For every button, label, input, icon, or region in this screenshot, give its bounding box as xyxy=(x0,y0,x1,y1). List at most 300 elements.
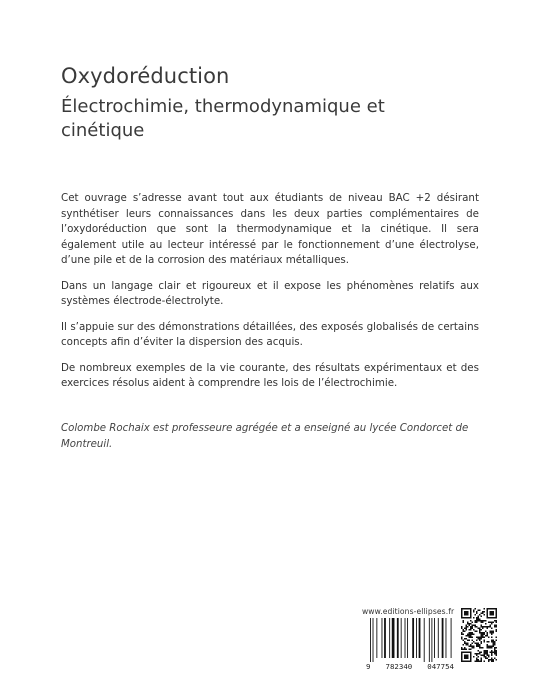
qr-module xyxy=(482,634,484,636)
qr-module xyxy=(494,625,496,627)
qr-module xyxy=(481,634,483,636)
qr-module xyxy=(491,655,493,657)
barcode-bar xyxy=(451,618,452,658)
qr-module xyxy=(487,628,489,630)
qr-module xyxy=(473,634,475,636)
qr-module xyxy=(481,658,483,660)
qr-module xyxy=(482,611,484,613)
qr-module xyxy=(476,611,478,613)
qr-module xyxy=(476,646,478,648)
qr-module xyxy=(478,659,480,661)
qr-module xyxy=(491,632,493,634)
qr-module xyxy=(491,653,493,655)
qr-module xyxy=(490,631,492,633)
qr-module xyxy=(479,620,481,622)
qr-module xyxy=(481,655,483,657)
qr-module xyxy=(466,643,468,645)
qr-module xyxy=(472,634,474,636)
qr-module xyxy=(494,658,496,660)
qr-module xyxy=(484,608,486,610)
qr-module xyxy=(496,626,498,628)
qr-module xyxy=(493,661,495,663)
qr-module xyxy=(487,655,489,657)
qr-module xyxy=(472,643,474,645)
qr-module xyxy=(469,623,471,625)
qr-module xyxy=(488,656,490,658)
qr-module xyxy=(478,619,480,621)
qr-module xyxy=(478,661,480,663)
qr-module xyxy=(493,646,495,648)
qr-module xyxy=(484,650,486,652)
qr-module xyxy=(493,622,495,624)
qr-module xyxy=(494,650,496,652)
barcode-bar xyxy=(389,618,390,658)
qr-module xyxy=(469,640,471,642)
qr-module xyxy=(469,629,471,631)
qr-module xyxy=(496,652,498,654)
qr-module xyxy=(479,610,481,612)
qr-module xyxy=(496,637,498,639)
qr-module xyxy=(472,622,474,624)
barcode-bar xyxy=(407,618,408,658)
qr-module xyxy=(479,628,481,630)
qr-module xyxy=(487,652,489,654)
qr-module xyxy=(484,634,486,636)
qr-module xyxy=(484,614,486,616)
qr-module xyxy=(496,655,498,657)
qr-module xyxy=(487,650,489,652)
qr-module xyxy=(473,611,475,613)
qr-module xyxy=(461,638,463,640)
qr-module xyxy=(484,656,486,658)
qr-module xyxy=(482,647,484,649)
qr-module xyxy=(476,631,478,633)
qr-module xyxy=(473,617,475,619)
qr-module xyxy=(491,622,493,624)
qr-module xyxy=(476,617,478,619)
qr-module xyxy=(470,629,472,631)
qr-module xyxy=(469,646,471,648)
barcode-digits xyxy=(366,662,454,671)
qr-module xyxy=(461,649,463,651)
qr-module xyxy=(472,626,474,628)
qr-module xyxy=(487,658,489,660)
barcode-bar xyxy=(370,618,371,662)
description-paragraph: De nombreux exemples de la vie courante, des résultats expérimentaux et des exercices résolus aident à comprendre les lois de l’électrochimie. xyxy=(61,361,479,389)
qr-module xyxy=(491,659,493,661)
barcode-bars xyxy=(366,618,454,664)
qr-module xyxy=(484,661,486,663)
qr-module xyxy=(473,629,475,631)
barcode-bar xyxy=(392,618,395,658)
qr-module xyxy=(481,632,483,634)
qr-module xyxy=(481,629,483,631)
qr-module xyxy=(461,626,463,628)
qr-module xyxy=(473,656,475,658)
barcode-bar xyxy=(446,618,447,658)
qr-module xyxy=(470,632,472,634)
qr-module xyxy=(473,641,475,643)
qr-module xyxy=(475,661,477,663)
qr-module xyxy=(481,641,483,643)
qr-module xyxy=(473,625,475,627)
qr-module xyxy=(475,620,477,622)
publisher-website: www.editions-ellipses.fr xyxy=(362,607,455,616)
barcode-left-group: 782340 xyxy=(385,662,413,671)
qr-module xyxy=(484,655,486,657)
qr-module xyxy=(484,611,486,613)
barcode xyxy=(366,618,454,664)
qr-module xyxy=(461,634,463,636)
qr-module xyxy=(493,631,495,633)
qr-module xyxy=(479,632,481,634)
qr-module xyxy=(475,626,477,628)
qr-module xyxy=(493,643,495,645)
qr-module xyxy=(479,637,481,639)
qr-module xyxy=(481,643,483,645)
qr-module xyxy=(466,628,468,630)
qr-module xyxy=(481,626,483,628)
qr-module xyxy=(463,629,465,631)
qr-module xyxy=(466,629,468,631)
qr-module xyxy=(479,661,481,663)
qr-module xyxy=(484,637,486,639)
qr-module xyxy=(488,647,490,649)
barcode-bar xyxy=(397,618,399,658)
qr-module xyxy=(493,659,495,661)
qr-module xyxy=(490,622,492,624)
qr-module xyxy=(481,637,483,639)
book-subtitle: Électrochimie, thermodynamique et cinétique xyxy=(61,96,385,141)
qr-module xyxy=(494,626,496,628)
qr-module xyxy=(479,652,481,654)
qr-module xyxy=(475,643,477,645)
qr-module xyxy=(479,653,481,655)
barcode-bar xyxy=(412,618,414,658)
qr-module xyxy=(472,637,474,639)
qr-module xyxy=(481,661,483,663)
qr-module xyxy=(487,646,489,648)
qr-module xyxy=(484,653,486,655)
qr-module xyxy=(488,641,490,643)
barcode-bar xyxy=(424,618,425,662)
qr-module xyxy=(485,623,487,625)
qr-module xyxy=(493,652,495,654)
qr-module xyxy=(476,653,478,655)
qr-module xyxy=(491,628,493,630)
qr-module xyxy=(464,647,466,649)
qr-module xyxy=(472,646,474,648)
qr-module xyxy=(463,640,465,642)
qr-module xyxy=(464,631,466,633)
qr-module xyxy=(478,610,480,612)
qr-module xyxy=(466,626,468,628)
qr-module xyxy=(469,625,471,627)
qr-module xyxy=(487,626,489,628)
qr-module xyxy=(482,632,484,634)
qr-module xyxy=(482,655,484,657)
qr-code-icon xyxy=(461,608,498,664)
qr-module xyxy=(476,626,478,628)
qr-module xyxy=(491,646,493,648)
qr-module xyxy=(475,625,477,627)
qr-module xyxy=(464,638,466,640)
qr-module xyxy=(476,622,478,624)
qr-module xyxy=(466,625,468,627)
qr-module xyxy=(485,656,487,658)
qr-module xyxy=(491,652,493,654)
qr-module xyxy=(479,647,481,649)
qr-module xyxy=(470,623,472,625)
barcode-bar xyxy=(438,618,439,658)
qr-module xyxy=(479,640,481,642)
qr-module xyxy=(476,655,478,657)
qr-module xyxy=(491,640,493,642)
qr-module xyxy=(494,643,496,645)
qr-module xyxy=(494,652,496,654)
qr-module xyxy=(496,650,498,652)
qr-module xyxy=(467,622,469,624)
qr-module xyxy=(463,622,465,624)
qr-module xyxy=(478,628,480,630)
qr-module xyxy=(476,619,478,621)
qr-module xyxy=(487,647,489,649)
qr-module xyxy=(491,641,493,643)
qr-module xyxy=(467,626,469,628)
description-paragraph: Il s’appuie sur des démonstrations détaillées, des exposés globalisés de certains concepts afin d’éviter la dispersion des acquis. xyxy=(61,320,479,348)
barcode-bar xyxy=(405,618,406,658)
qr-module xyxy=(491,631,493,633)
qr-module xyxy=(469,632,471,634)
qr-module xyxy=(470,649,472,651)
qr-module xyxy=(494,644,496,646)
qr-module xyxy=(496,647,498,649)
qr-module xyxy=(481,620,483,622)
qr-module xyxy=(478,653,480,655)
qr-module xyxy=(467,643,469,645)
qr-module xyxy=(461,628,463,630)
qr-module xyxy=(478,646,480,648)
qr-module xyxy=(488,626,490,628)
qr-module xyxy=(485,658,487,660)
qr-module xyxy=(470,646,472,648)
qr-module xyxy=(484,640,486,642)
qr-module xyxy=(484,652,486,654)
qr-module xyxy=(475,622,477,624)
qr-module xyxy=(494,647,496,649)
qr-module xyxy=(476,613,478,615)
qr-module xyxy=(472,647,474,649)
qr-module xyxy=(481,652,483,654)
qr-module xyxy=(478,643,480,645)
qr-module xyxy=(491,650,493,652)
qr-module xyxy=(488,659,490,661)
qr-module xyxy=(484,620,486,622)
qr-module xyxy=(470,635,472,637)
qr-module xyxy=(470,637,472,639)
qr-module xyxy=(496,629,498,631)
qr-module xyxy=(466,635,468,637)
qr-module xyxy=(490,659,492,661)
qr-module xyxy=(490,647,492,649)
qr-module xyxy=(493,640,495,642)
barcode-bar xyxy=(434,618,435,658)
qr-module xyxy=(469,635,471,637)
qr-module xyxy=(463,620,465,622)
qr-module xyxy=(470,620,472,622)
barcode-bar xyxy=(382,618,383,658)
description xyxy=(61,191,479,402)
qr-module xyxy=(476,658,478,660)
author-note: Colombe Rochaix est professeure agrégée et a enseigné au lycée Condorcet de Montreuil. xyxy=(61,423,469,450)
qr-module xyxy=(488,646,490,648)
qr-module xyxy=(491,623,493,625)
qr-module xyxy=(485,631,487,633)
qr-module xyxy=(485,626,487,628)
qr-module xyxy=(482,635,484,637)
qr-module xyxy=(467,634,469,636)
qr-module xyxy=(487,653,489,655)
barcode-right-group: 047754 xyxy=(427,662,454,671)
qr-module xyxy=(476,640,478,642)
qr-module xyxy=(469,634,471,636)
qr-module xyxy=(494,620,496,622)
barcode-bar xyxy=(376,618,377,658)
barcode-bar xyxy=(442,618,444,658)
qr-module xyxy=(476,637,478,639)
qr-module xyxy=(478,638,480,640)
qr-module xyxy=(466,644,468,646)
barcode-bar xyxy=(431,618,432,662)
qr-module xyxy=(467,623,469,625)
qr-module xyxy=(479,644,481,646)
qr-module xyxy=(463,634,465,636)
qr-module xyxy=(466,638,468,640)
qr-module xyxy=(476,661,478,663)
qr-module xyxy=(473,647,475,649)
qr-module xyxy=(485,653,487,655)
description-paragraph: Cet ouvrage s’adresse avant tout aux étudiants de niveau BAC +2 désirant synthétiser leurs connaissances dans les deux parties complémentaires de l’oxydoréduction que sont la thermodynamique et la cinétique. Il sera également utile au lecteur intéressé par le fonctionnement d’une électrolyse, d’une pile et de la corrosion des matériaux métalliques. xyxy=(61,192,479,266)
qr-module xyxy=(470,628,472,630)
qr-module xyxy=(482,637,484,639)
qr-module xyxy=(490,625,492,627)
qr-module xyxy=(467,635,469,637)
qr-module xyxy=(487,644,489,646)
qr-module xyxy=(470,626,472,628)
qr-module xyxy=(481,625,483,627)
qr-module xyxy=(485,650,487,652)
barcode-bar xyxy=(384,618,386,658)
qr-module xyxy=(494,649,496,651)
qr-module xyxy=(467,644,469,646)
qr-module xyxy=(472,640,474,642)
qr-module xyxy=(481,616,483,618)
qr-module xyxy=(475,614,477,616)
qr-module xyxy=(475,653,477,655)
qr-module xyxy=(464,641,466,643)
qr-module xyxy=(496,625,498,627)
qr-module xyxy=(463,631,465,633)
barcode-bar xyxy=(429,618,430,662)
qr-finder xyxy=(490,611,495,616)
qr-module xyxy=(490,626,492,628)
qr-module xyxy=(464,643,466,645)
qr-module xyxy=(467,640,469,642)
qr-module xyxy=(475,608,477,610)
qr-module xyxy=(481,613,483,615)
qr-module xyxy=(485,652,487,654)
qr-module xyxy=(487,632,489,634)
qr-module xyxy=(490,652,492,654)
qr-module xyxy=(478,644,480,646)
qr-module xyxy=(479,619,481,621)
qr-module xyxy=(479,629,481,631)
qr-module xyxy=(479,631,481,633)
qr-module xyxy=(485,620,487,622)
qr-module xyxy=(488,637,490,639)
qr-module xyxy=(478,617,480,619)
qr-module xyxy=(496,653,498,655)
barcode-bar xyxy=(416,618,417,658)
qr-module xyxy=(476,643,478,645)
qr-module xyxy=(482,613,484,615)
description-paragraph: Dans un langage clair et rigoureux et il expose les phénomènes relatifs aux systèmes électrode-électrolyte. xyxy=(61,279,479,307)
qr-module xyxy=(487,635,489,637)
qr-module xyxy=(490,632,492,634)
qr-module xyxy=(479,638,481,640)
qr-module xyxy=(493,644,495,646)
qr-module xyxy=(482,628,484,630)
book-title: Oxydoréduction xyxy=(61,64,230,88)
qr-module xyxy=(472,625,474,627)
qr-module xyxy=(491,661,493,663)
qr-module xyxy=(484,632,486,634)
qr-module xyxy=(469,637,471,639)
qr-module xyxy=(482,620,484,622)
qr-module xyxy=(464,628,466,630)
qr-module xyxy=(482,622,484,624)
qr-module xyxy=(496,620,498,622)
qr-module xyxy=(470,634,472,636)
qr-module xyxy=(476,620,478,622)
qr-module xyxy=(493,641,495,643)
qr-module xyxy=(476,644,478,646)
qr-module xyxy=(494,641,496,643)
barcode-bar xyxy=(401,618,402,658)
qr-module xyxy=(496,640,498,642)
qr-module xyxy=(478,637,480,639)
qr-module xyxy=(478,620,480,622)
qr-module xyxy=(481,647,483,649)
qr-module xyxy=(491,658,493,660)
qr-module xyxy=(470,644,472,646)
qr-finder xyxy=(464,655,469,660)
qr-module xyxy=(461,647,463,649)
qr-module xyxy=(476,659,478,661)
qr-module xyxy=(463,644,465,646)
qr-module xyxy=(490,646,492,648)
barcode-bar xyxy=(419,618,421,658)
qr-module xyxy=(461,637,463,639)
barcode-first-digit: 9 xyxy=(366,662,371,671)
qr-module xyxy=(472,632,474,634)
qr-module xyxy=(484,626,486,628)
qr-module xyxy=(496,631,498,633)
qr-module xyxy=(488,655,490,657)
qr-module xyxy=(481,622,483,624)
qr-module xyxy=(491,647,493,649)
qr-module xyxy=(479,614,481,616)
